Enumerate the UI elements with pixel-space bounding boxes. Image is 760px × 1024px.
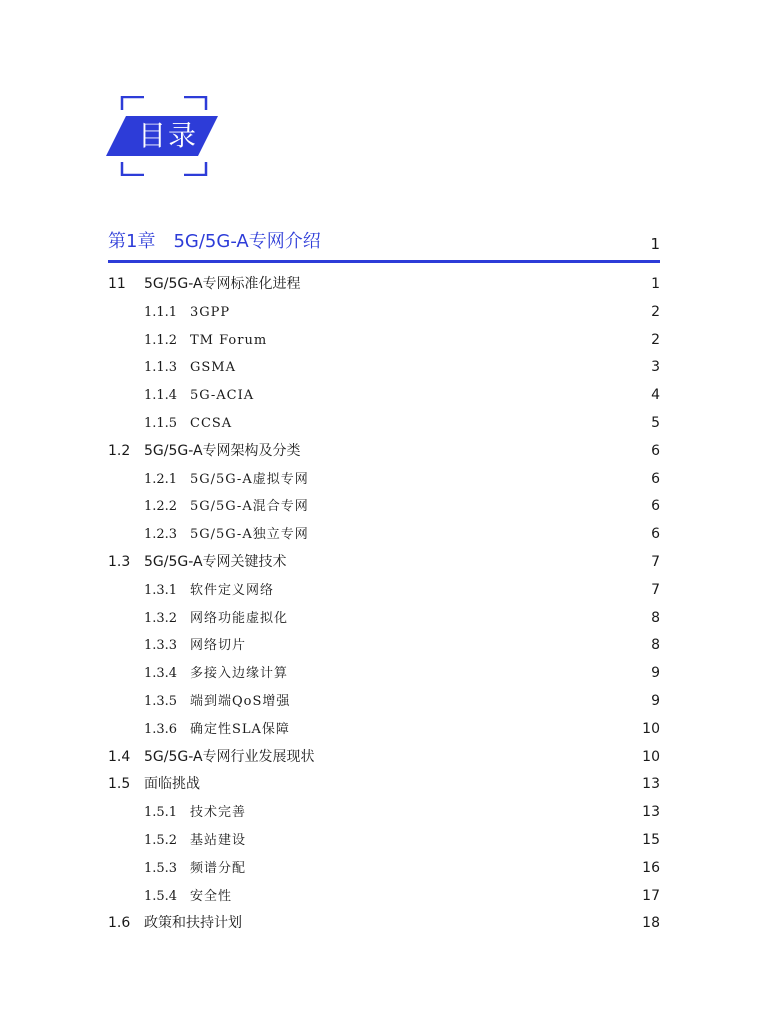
toc-entry-title: 5G/5G-A混合专网 — [190, 499, 309, 515]
badge-title: 目录 — [137, 119, 198, 152]
toc-entry-number: 11 — [108, 276, 126, 292]
toc-entry-page: 4 — [651, 387, 660, 404]
toc-entry-number: 1.3.6 — [144, 721, 178, 737]
toc-subsection-entry[interactable] — [108, 688, 660, 716]
toc-entry-page: 17 — [642, 887, 660, 904]
toc-entry-title: 网络功能虚拟化 — [190, 610, 289, 626]
toc-entry-number: 1.4 — [108, 748, 131, 765]
toc-entry-number: 1.2.2 — [144, 499, 178, 515]
toc-section-entry[interactable] — [108, 271, 660, 299]
toc-entry-page: 1 — [651, 276, 660, 292]
toc-subsection-entry[interactable] — [108, 716, 660, 744]
toc-entry-page: 9 — [651, 665, 660, 682]
toc-subsection-entry[interactable] — [108, 299, 660, 327]
toc-entry-title: 5G/5G-A专网架构及分类 — [144, 442, 301, 459]
toc-entry-title: 技术完善 — [190, 805, 247, 821]
toc-entry-title: 面临挑战 — [144, 776, 200, 793]
toc-entry-page: 2 — [651, 303, 660, 320]
toc-entry-title: 网络切片 — [190, 638, 247, 654]
toc-entry-title: 5G/5G-A专网标准化进程 — [144, 276, 301, 292]
toc-entry-number: 1.5.2 — [144, 832, 178, 848]
toc-entry-page: 8 — [651, 609, 660, 626]
toc-list — [108, 271, 660, 938]
toc-entry-number: 1.6 — [108, 915, 131, 932]
chapter-divider — [108, 260, 660, 263]
toc-entry-page: 16 — [642, 859, 660, 876]
toc-entry-title: 多接入边缘计算 — [190, 666, 289, 682]
toc-subsection-entry[interactable] — [108, 660, 660, 688]
toc-entry-title: 5G/5G-A专网行业发展现状 — [144, 748, 315, 765]
toc-entry-title: 基站建设 — [190, 832, 247, 848]
toc-entry-page: 6 — [651, 526, 660, 543]
toc-entry-number: 1.5.4 — [144, 888, 178, 904]
toc-entry-page: 10 — [642, 748, 660, 765]
toc-entry-title: 5G/5G-A独立专网 — [190, 527, 309, 543]
toc-subsection-entry[interactable] — [108, 354, 660, 382]
toc-entry-page: 6 — [651, 470, 660, 487]
toc-entry-page: 7 — [651, 581, 660, 598]
toc-entry-number: 1.2.1 — [144, 471, 178, 487]
toc-subsection-entry[interactable] — [108, 521, 660, 549]
toc-entry-title: 5G/5G-A专网关键技术 — [144, 553, 287, 570]
toc-entry-page: 18 — [642, 915, 660, 932]
toc-entry-number: 1.1.5 — [144, 415, 178, 431]
toc-subsection-entry[interactable] — [108, 799, 660, 827]
toc-entry-title: 5G-ACIA — [190, 388, 255, 404]
toc-section-entry[interactable] — [108, 910, 660, 938]
toc-badge — [106, 96, 218, 176]
toc-subsection-entry[interactable] — [108, 382, 660, 410]
toc-subsection-entry[interactable] — [108, 327, 660, 355]
toc-entry-number: 1.1.3 — [144, 360, 178, 376]
toc-entry-number: 1.3.1 — [144, 582, 178, 598]
toc-entry-title: 5G/5G-A虚拟专网 — [190, 471, 309, 487]
toc-entry-page: 2 — [651, 331, 660, 348]
toc-entry-number: 1.1.4 — [144, 388, 178, 404]
toc-entry-page: 3 — [651, 359, 660, 376]
toc-entry-number: 1.3.5 — [144, 693, 178, 709]
toc-entry-page: 6 — [651, 498, 660, 515]
toc-entry-page: 13 — [642, 776, 660, 793]
toc-subsection-entry[interactable] — [108, 466, 660, 494]
toc-entry-title: 安全性 — [190, 888, 233, 904]
toc-entry-page: 10 — [642, 720, 660, 737]
toc-entry-page: 6 — [651, 442, 660, 459]
toc-entry-title: 3GPP — [190, 304, 231, 320]
toc-entry-number: 1.1.1 — [144, 304, 178, 320]
toc-entry-number: 1.3 — [108, 553, 131, 570]
toc-entry-page: 9 — [651, 692, 660, 709]
toc-subsection-entry[interactable] — [108, 605, 660, 633]
toc-section-entry[interactable] — [108, 771, 660, 799]
toc-entry-title: 确定性SLA保障 — [190, 721, 290, 737]
chapter-page-number: 1 — [650, 235, 660, 253]
toc-entry-number: 1.2.3 — [144, 527, 178, 543]
toc-entry-number: 1.2 — [108, 442, 131, 459]
toc-subsection-entry[interactable] — [108, 410, 660, 438]
toc-entry-title: 端到端QoS增强 — [190, 693, 291, 709]
toc-entry-number: 1.5.3 — [144, 860, 178, 876]
toc-subsection-entry[interactable] — [108, 827, 660, 855]
toc-entry-page: 15 — [642, 831, 660, 848]
toc-subsection-entry[interactable] — [108, 632, 660, 660]
toc-entry-title: TM Forum — [190, 332, 268, 348]
toc-entry-number: 1.3.2 — [144, 610, 178, 626]
toc-section-entry[interactable] — [108, 744, 660, 772]
chapter-heading[interactable] — [108, 228, 660, 260]
toc-entry-page: 8 — [651, 637, 660, 654]
chapter-title: 第1章 5G/5G-A专网介绍 — [108, 231, 321, 252]
toc-subsection-entry[interactable] — [108, 855, 660, 883]
toc-entry-title: GSMA — [190, 360, 236, 376]
toc-entry-number: 1.5.1 — [144, 805, 178, 821]
toc-section-entry[interactable] — [108, 438, 660, 466]
toc-entry-page: 13 — [642, 804, 660, 821]
toc-subsection-entry[interactable] — [108, 577, 660, 605]
toc-section-entry[interactable] — [108, 549, 660, 577]
toc-entry-number: 1.3.3 — [144, 638, 178, 654]
toc-entry-title: 频谱分配 — [190, 860, 247, 876]
toc-entry-page: 5 — [651, 414, 660, 431]
toc-subsection-entry[interactable] — [108, 493, 660, 521]
toc-subsection-entry[interactable] — [108, 883, 660, 911]
toc-entry-number: 1.5 — [108, 776, 131, 793]
toc-entry-title: CCSA — [190, 415, 233, 431]
toc-entry-title: 软件定义网络 — [190, 582, 275, 598]
toc-entry-page: 7 — [651, 553, 660, 570]
toc-entry-title: 政策和扶持计划 — [144, 915, 242, 932]
toc-entry-number: 1.1.2 — [144, 332, 178, 348]
toc-entry-number: 1.3.4 — [144, 666, 178, 682]
